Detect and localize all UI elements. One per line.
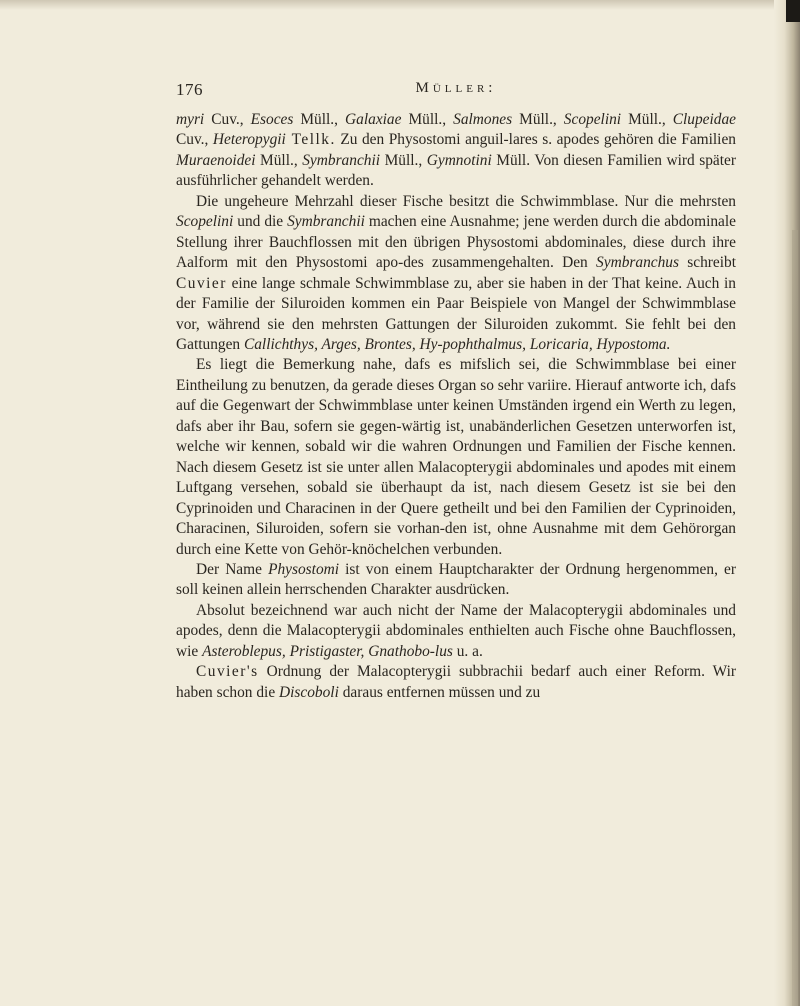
text-segment: Cuv., [204, 111, 251, 128]
text-segment: schreibt [678, 254, 736, 272]
text-segment: Heteropygii [212, 131, 286, 149]
text-segment: Es liegt die Bemerkung nahe, dafs es mifslich sei, die Schwimmblase bei einer Eintheilung zu benutzen, da gerade dieses Organ so sehr variire. Hierauf antworte ich, dafs auf die Gegenwart der Schwimmblase unter keinen Umständen irgend ein Werth zu legen, dafs aber ihr Bau, sofern sie gegen-wärtig ist, unabänderlichen Gesetzen unterworfen ist, welche wir kennen, sobald wir die wahren Ordnungen und Familien der Fische kennen. Nach diesem Gesetz ist sie unter allen Malacopterygii abdominales und apodes mit einem Luftgang versehen, sobald sie überhaupt da ist, nach diesem Gesetz ist sie bei den Cyprinoiden und Characinen in der Quere getheilt und bei den Familien der Cyprinoiden, Characinen, Siluroiden, sofern sie vorhan-den ist, ohne Ausnahme mit dem Gehörorgan durch eine Kette von Gehör-knöchelchen verbunden. [176, 356, 736, 558]
text-segment: myri [176, 111, 205, 128]
text-segment: Muraenoidei [176, 151, 256, 169]
text-segment: Callichthys, Arges, Brontes, Hy-pophthalmus, Loricaria, Hypostoma. [243, 335, 671, 353]
text-segment: und die [233, 213, 288, 231]
text-segment: Cuv., [176, 131, 213, 149]
paragraph-p5 [176, 601, 736, 662]
text-segment: Symbranchii [287, 213, 365, 231]
text-segment: Symbranchii [302, 151, 381, 169]
text-segment: Müll., [401, 111, 454, 128]
paragraph-p6 [176, 662, 736, 703]
text-segment: ist von einem Hauptcharakter der Ordnung hergenommen, er soll keinen allein herrschenden Charakter ausdrücken. [176, 560, 736, 599]
text-segment: Müll. Von diesen Familien wird später ausführlicher gehandelt werden. [176, 151, 736, 190]
text-segment: Asteroblepus, Pristigaster, Gnathobo-lus [202, 642, 453, 660]
text-segment: Scopelini [176, 213, 234, 231]
text-segment: Müll., [512, 111, 564, 128]
text-segment: Esoces [250, 111, 294, 128]
text-segment: Müll., [621, 111, 673, 128]
text-segment: Clupeidae [672, 111, 737, 128]
paragraph-p1 [176, 110, 736, 192]
text-segment: Gymnotini [426, 151, 492, 169]
text-segment: machen eine Ausnahme; jene werden durch die abdominale Stellung ihrer Bauchflossen mit den übrigen Physostomi abdominales, diese durch ihre Aalform mit den Physostomi apo-des zusammengehalten. Den [176, 213, 736, 272]
paragraph-p3 [176, 355, 736, 560]
text-segment: Symbranchus [596, 254, 679, 272]
text-segment: daraus entfernen müssen und zu [338, 683, 541, 701]
text-segment: Müll., [255, 151, 303, 169]
page-corner-shadow [786, 0, 800, 22]
text-segment: Cuvier's [196, 663, 259, 681]
text-segment: eine lange schmale Schwimmblase zu, aber sie haben in der That keine. Auch in der Familie der Siluroiden kommen ein Paar Beispiele von Mangel der Schwimmblase vor, während sie den mehrsten Gattungen der Siluroiden zukommt. Sie fehlt bei den Gattungen [176, 274, 736, 353]
text-segment: Physostomi [268, 560, 340, 578]
text-segment: Der Name [196, 560, 269, 578]
text-segment: Galaxiae [345, 111, 402, 128]
paragraph-p4 [176, 560, 736, 601]
text-segment: Salmones [453, 111, 513, 128]
page-top-edge [0, 0, 800, 10]
text-segment: Ordnung der Malacopterygii subbrachii bedarf auch einer Reform. Wir haben schon die [176, 663, 736, 701]
paragraph-p2 [176, 192, 736, 356]
text-segment: Zu den Physostomi anguil-lares s. apodes gehören die Familien [335, 131, 736, 149]
text-segment: Die ungeheure Mehrzahl dieser Fische besitzt die Schwimmblase. Nur die mehrsten [196, 192, 736, 210]
text-segment: Cuvier [176, 274, 227, 292]
text-segment: Scopelini [563, 111, 622, 128]
text-segment: u. a. [452, 642, 483, 660]
running-head [176, 80, 736, 102]
text-segment: Müll., [380, 151, 427, 169]
running-title: Müller: [415, 80, 497, 96]
text-segment: Müll., [293, 111, 346, 128]
page-right-shadow [792, 230, 798, 1006]
text-segment: Tellk. [285, 131, 336, 149]
page-number: 176 [176, 80, 203, 99]
text-segment: Absolut bezeichnend war auch nicht der Name der Malacopterygii abdominales und apodes, denn die Malacopterygii abdominales enthielten auch Fische ohne Bauchflossen, wie [176, 601, 736, 660]
text-segment: Discoboli [279, 683, 339, 701]
body-text [176, 110, 736, 703]
